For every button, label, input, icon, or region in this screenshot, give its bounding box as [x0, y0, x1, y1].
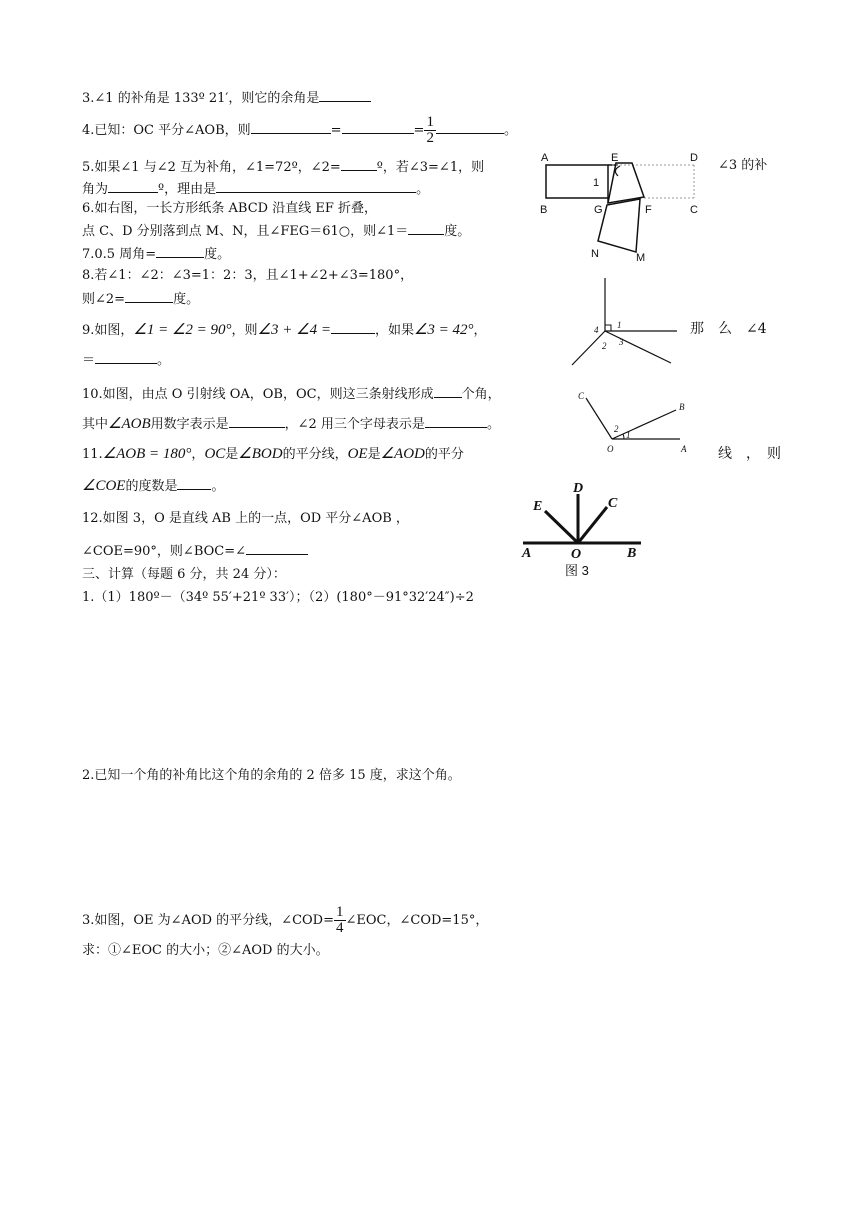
question-6-line-1: 6.如右图，一长方形纸条 ABCD 沿直线 EF 折叠， — [82, 201, 377, 216]
answer-blank[interactable] — [342, 120, 414, 134]
label-c: C — [690, 204, 698, 216]
question-11-text: ， — [191, 447, 205, 462]
question-5-text: 5.如果∠1 与∠2 互为补角，∠1=72º，∠2= — [82, 160, 341, 175]
question-9-text: ，则 — [231, 323, 258, 338]
label-a: A — [541, 152, 549, 164]
question-4 — [82, 115, 517, 146]
label-b: B — [679, 402, 685, 412]
label-angle-1: 1 — [617, 320, 622, 330]
angle-arc-1 — [623, 434, 624, 439]
question-8-line-2 — [82, 289, 199, 309]
question-6-text: 度。 — [444, 224, 471, 239]
answer-blank[interactable] — [108, 179, 158, 193]
label-angle-4: 4 — [594, 325, 599, 335]
question-9-text: 9.如图， — [82, 323, 134, 338]
angle-sum: ∠3 + ∠4 = — [257, 322, 331, 338]
fraction-one-half: $\frac{1}{2}$ — [426, 114, 434, 146]
label-o: O — [607, 444, 614, 454]
answer-blank[interactable] — [216, 179, 416, 193]
question-7 — [82, 244, 230, 264]
period: 。 — [503, 123, 517, 138]
label-g: G — [594, 204, 603, 216]
question-6-text: 点 C、D 分别落到点 M、N，且∠FEG＝61○，则∠1＝ — [82, 224, 409, 239]
figure-3 — [515, 475, 650, 585]
question-11-text: 11. — [82, 447, 103, 462]
question-5-text: 角为 — [82, 182, 109, 197]
calc-question-3-line-1 — [82, 905, 488, 936]
answer-blank[interactable] — [425, 414, 487, 428]
question-10-text: 其中 — [82, 417, 109, 432]
angle-bod: ∠BOD — [238, 446, 283, 462]
question-10-line-1 — [82, 384, 501, 404]
label-e: E — [533, 499, 543, 514]
calc-question-3-text: 3.如图，OE 为∠AOD 的平分线，∠COD= — [82, 913, 334, 928]
question-12-line-2 — [82, 541, 308, 561]
label-c: C — [608, 496, 618, 511]
ray-ob — [612, 410, 676, 439]
question-3-text: 3.∠1 的补角是 133º 21′，则它的余角是 — [82, 91, 320, 106]
label-e: E — [611, 152, 619, 164]
label-f: F — [645, 204, 652, 216]
angle-condition: ∠3 = 42° — [413, 322, 474, 338]
question-11-line-2 — [82, 476, 224, 496]
ray-oc: OC — [204, 446, 226, 462]
label-angle-1: 1 — [626, 430, 631, 440]
figure-three-rays — [570, 385, 700, 460]
label-c: C — [578, 391, 585, 401]
fold-triangle — [608, 163, 644, 203]
question-9-line-1 — [82, 320, 487, 340]
question-11-text: 是 — [225, 447, 239, 462]
label-o: O — [571, 547, 582, 562]
angle-coe: ∠COE — [82, 478, 126, 494]
calc-question-3-text: ∠EOC，∠COD=15°， — [345, 913, 489, 928]
ray-down-right — [605, 331, 671, 363]
calc-question-1: 1.（1）180º－（34º 55′+21º 33′）；（2）(180°－91°32′24″)÷2 — [82, 590, 474, 605]
label-angle-2: 2 — [614, 424, 619, 434]
answer-blank[interactable] — [177, 476, 211, 490]
label-a: A — [522, 546, 532, 561]
question-8-text: 度。 — [173, 292, 200, 307]
period: 。 — [211, 479, 225, 494]
question-8-line-1: 8.若∠1：∠2：∠3=1：2：3，且∠1+∠2+∠3=180°， — [82, 268, 414, 283]
question-9-text: ＝ — [82, 353, 96, 368]
angle-equation: ∠AOB = 180° — [102, 446, 192, 462]
label-b: B — [540, 204, 548, 216]
label-b: B — [627, 546, 637, 561]
period: 。 — [486, 417, 500, 432]
label-d: D — [573, 481, 584, 496]
answer-blank[interactable] — [251, 120, 331, 134]
question-5-text-cont: º，若∠3=∠1，则 — [376, 160, 485, 175]
answer-blank[interactable] — [436, 120, 504, 134]
question-9-text: ，如果 — [374, 323, 414, 338]
question-5-line-2 — [82, 179, 429, 199]
question-7-text: 度。 — [204, 247, 231, 262]
section-3-title: 三、计算（每题 6 分，共 24 分）： — [82, 567, 286, 582]
period: 。 — [416, 182, 430, 197]
right-angle-mark — [605, 325, 611, 331]
ray-oe — [545, 511, 578, 543]
question-5-line-1 — [82, 157, 484, 177]
answer-blank[interactable] — [246, 541, 308, 555]
figure-caption: 图 3 — [565, 563, 589, 578]
answer-blank[interactable] — [125, 289, 173, 303]
question-11-text: 的平分线， — [282, 447, 348, 462]
question-11-text: 是 — [367, 447, 381, 462]
question-9-tail: 那 么 ∠4 — [690, 321, 767, 337]
question-6-line-2 — [82, 221, 470, 241]
question-8-text: 则∠2= — [82, 292, 126, 307]
ray-down-left — [572, 331, 605, 365]
angle-equation: ∠1 = ∠2 = 90° — [133, 322, 232, 338]
ray-oc — [578, 507, 607, 543]
answer-blank[interactable] — [95, 350, 157, 364]
question-12-text: ∠COE=90°，则∠BOC=∠ — [82, 544, 246, 559]
question-11-tail: 线 ， 则 — [718, 446, 781, 462]
calc-question-2: 2.已知一个角的补角比这个角的余角的 2 倍多 15 度，求这个角。 — [82, 768, 461, 783]
question-3 — [82, 88, 371, 108]
question-10-text: 用数字表示是 — [150, 417, 229, 432]
equals-sign: = — [330, 123, 342, 138]
question-12-line-1: 12.如图 3，O 是直线 AB 上的一点，OD 平分∠AOB ， — [82, 511, 409, 526]
answer-blank[interactable] — [408, 221, 444, 235]
ray-oe: OE — [347, 446, 368, 462]
question-9-line-2 — [82, 350, 170, 370]
answer-blank[interactable] — [229, 414, 285, 428]
question-7-text: 7.0.5 周角= — [82, 247, 157, 262]
label-angle-2: 2 — [602, 341, 607, 351]
question-5-tail: ∠3 的补 — [718, 158, 768, 173]
fraction-one-quarter: $\frac{1}{4}$ — [336, 904, 344, 936]
ray-oc — [586, 398, 612, 439]
question-10-text: 10.如图，由点 O 引射线 OA，OB，OC，则这三条射线形成 — [82, 387, 434, 402]
question-10-line-2 — [82, 414, 500, 434]
answer-blank[interactable] — [434, 384, 462, 398]
question-11-text: 的平分 — [424, 447, 464, 462]
figure-folded-strip — [530, 145, 710, 270]
label-angle-3: 3 — [619, 337, 624, 347]
label-angle-1: 1 — [593, 177, 600, 189]
answer-blank[interactable] — [319, 88, 371, 102]
question-11-text: 的度数是 — [125, 479, 178, 494]
answer-blank[interactable] — [156, 244, 204, 258]
question-10-text: 个角， — [461, 387, 501, 402]
answer-blank[interactable] — [331, 320, 375, 334]
question-9-text: ， — [473, 323, 487, 338]
label-n: N — [591, 248, 599, 260]
label-a: A — [681, 444, 687, 454]
label-d: D — [690, 152, 698, 164]
angle-aob: ∠AOB — [108, 416, 151, 432]
question-11-line-1 — [82, 445, 464, 464]
equals-sign: = — [413, 123, 425, 138]
question-10-text: ，∠2 用三个字母表示是 — [284, 417, 425, 432]
period: 。 — [157, 353, 171, 368]
angle-mark — [615, 166, 620, 176]
calc-question-3-line-2: 求：①∠EOC 的大小；②∠AOD 的大小。 — [82, 943, 329, 958]
angle-aod: ∠AOD — [380, 446, 425, 462]
folded-flap — [598, 199, 640, 252]
answer-blank[interactable] — [341, 157, 377, 171]
label-m: M — [636, 252, 646, 264]
question-5-text: º，理由是 — [158, 182, 217, 197]
question-4-text: 4.已知：OC 平分∠AOB，则 — [82, 123, 251, 138]
figure-four-angles — [565, 270, 685, 370]
